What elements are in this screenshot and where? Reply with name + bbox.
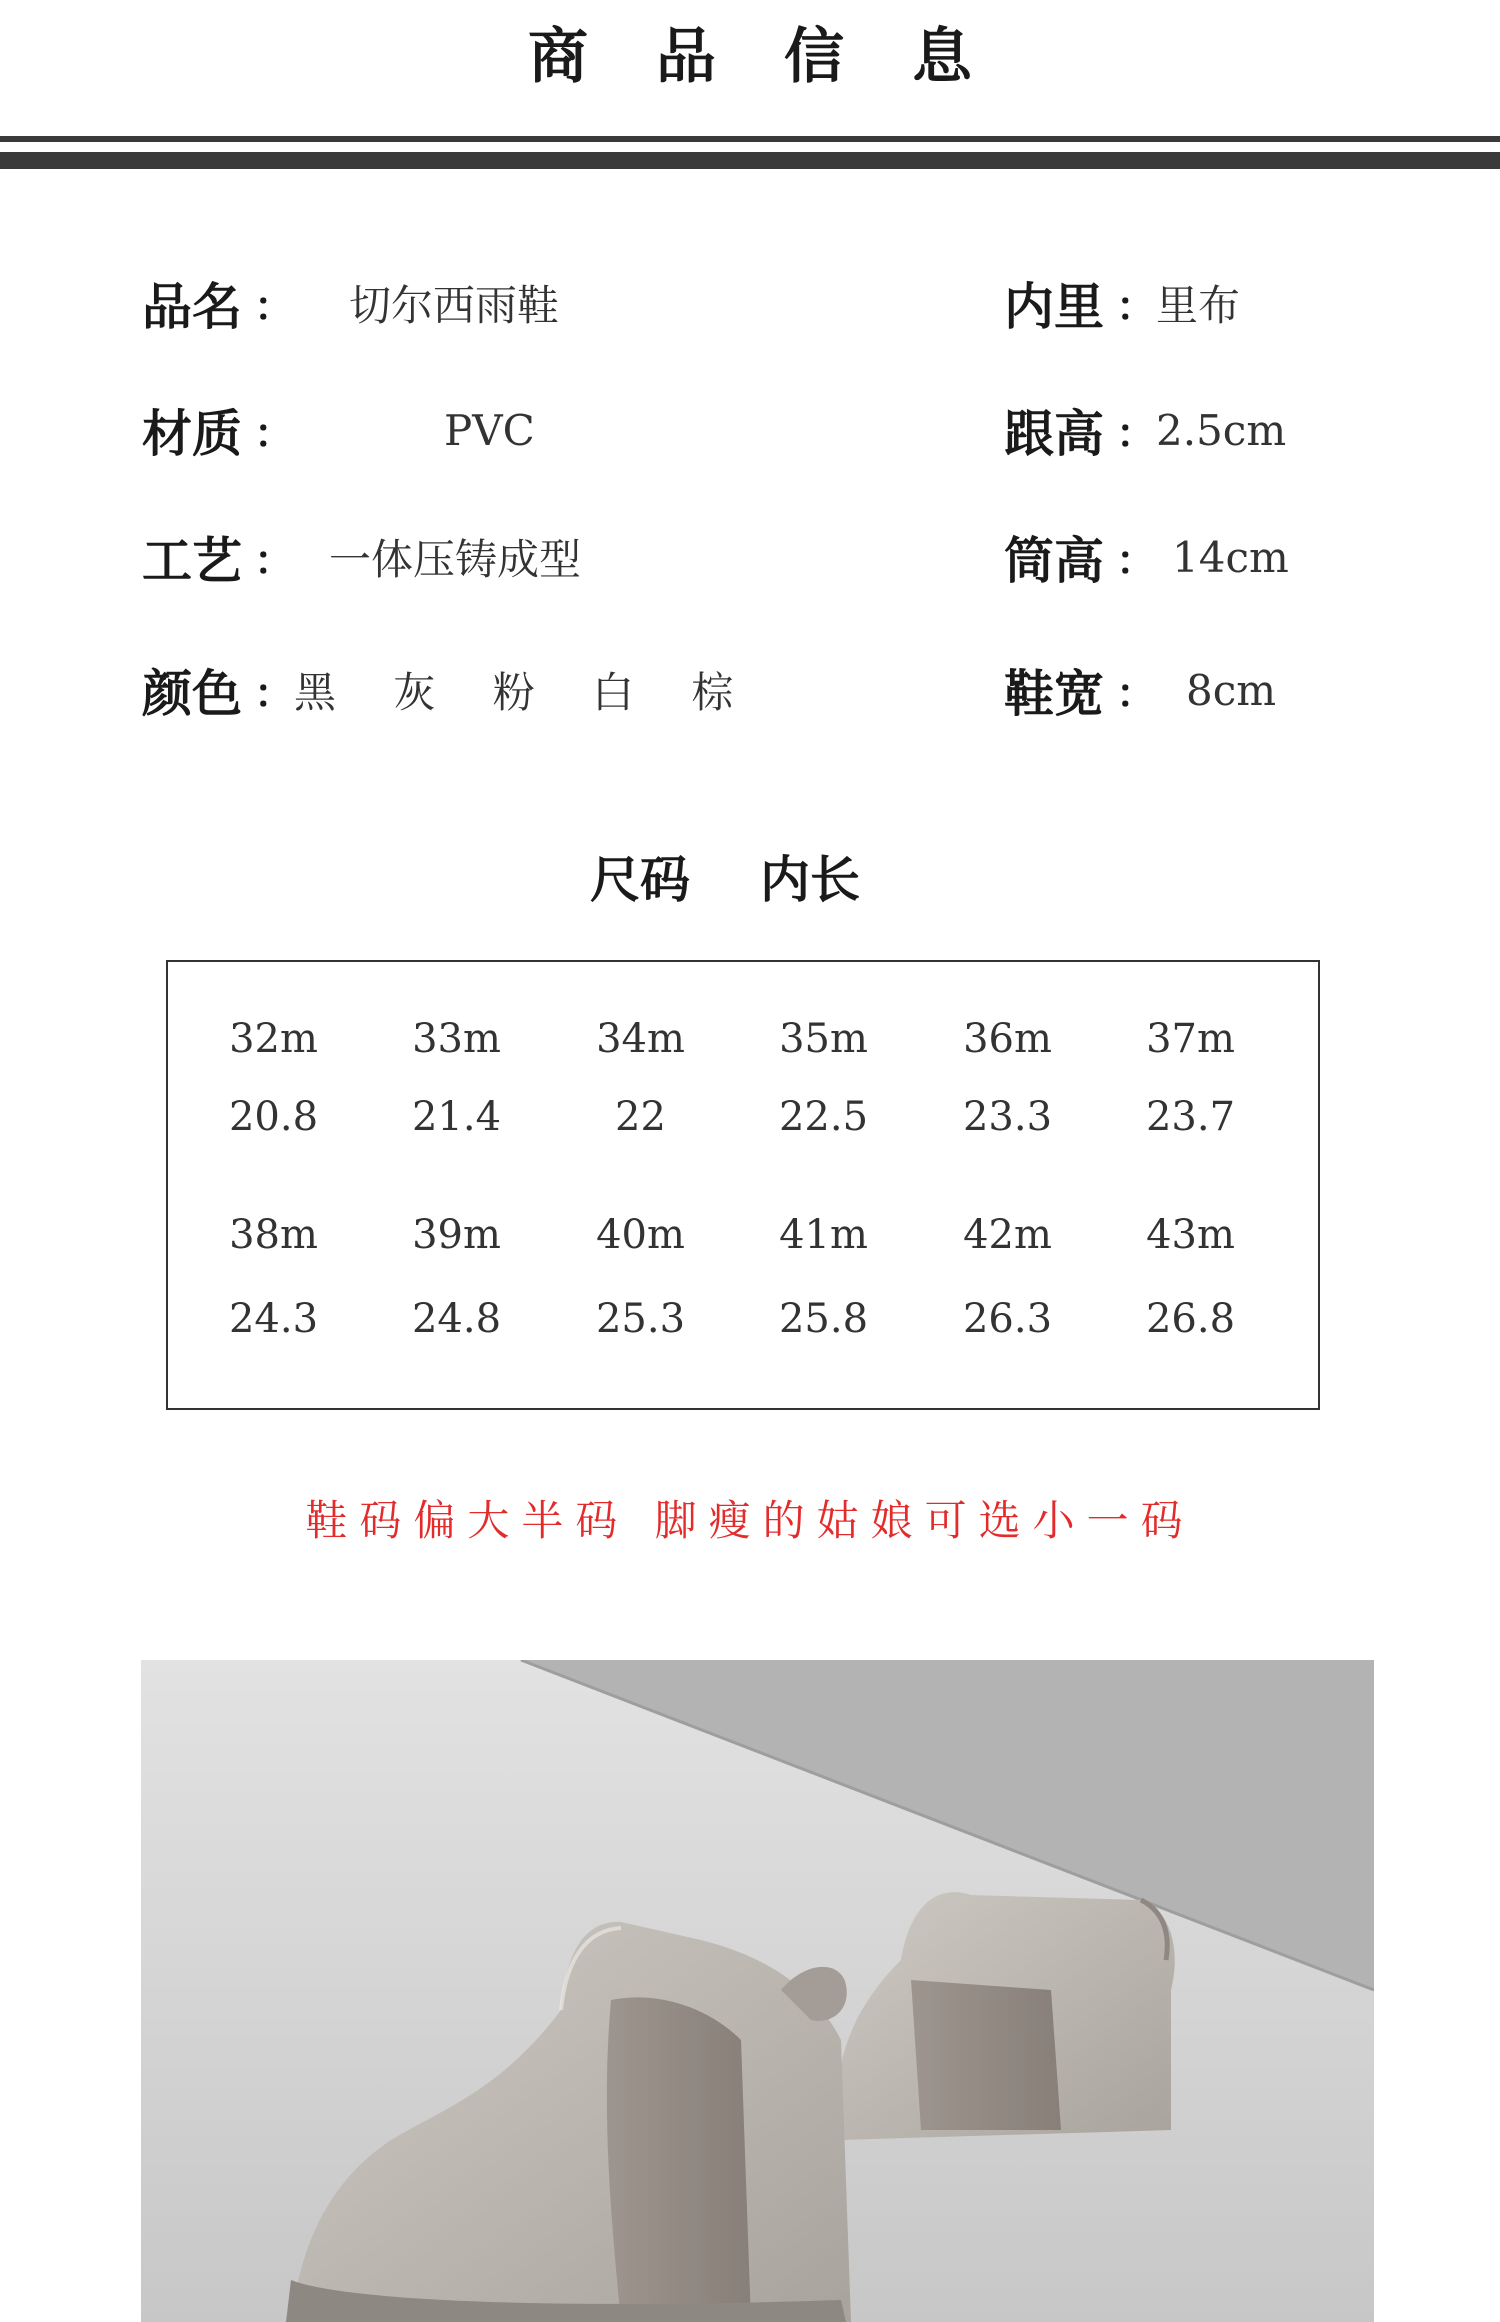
spec-value-shaft: 14cm: [1172, 532, 1289, 582]
length-value: 24.8: [411, 1296, 502, 1342]
spec-row-material: [142, 395, 535, 465]
spec-colon: ：: [1116, 410, 1156, 457]
spec-label-color: 颜色: [142, 665, 242, 723]
spec-colon: ：: [1116, 283, 1156, 330]
page-title: 商品信息: [528, 22, 1040, 92]
length-value: 25.3: [595, 1296, 686, 1342]
spec-label-process: 工艺: [142, 532, 242, 590]
spec-value-lining: 里布: [1156, 281, 1241, 330]
size-label: 35m: [779, 1016, 868, 1062]
size-label: 40m: [596, 1212, 685, 1258]
spec-colon: ：: [254, 410, 294, 457]
size-label: 43m: [1146, 1212, 1235, 1258]
spec-row-width: [1004, 655, 1276, 725]
spec-value-process: 一体压铸成型: [329, 535, 582, 584]
length-value: 24.3: [228, 1296, 319, 1342]
length-value: 26.3: [962, 1296, 1053, 1342]
spec-colon: ：: [254, 670, 294, 717]
spec-label-name: 品名: [142, 278, 242, 336]
spec-label-heel: 跟高: [1004, 405, 1104, 463]
spec-row-heel: [1004, 395, 1286, 465]
size-label: 34m: [596, 1016, 685, 1062]
header-divider-thick: [0, 152, 1500, 169]
spec-row-color: [142, 655, 755, 725]
size-label: 37m: [1146, 1016, 1235, 1062]
length-value: 26.8: [1145, 1296, 1236, 1342]
spec-row-lining: [1004, 268, 1240, 338]
size-label: 39m: [412, 1212, 501, 1258]
spec-label-material: 材质: [142, 405, 242, 463]
spec-label-width: 鞋宽: [1004, 665, 1104, 723]
spec-row-shaft: [1004, 522, 1289, 592]
size-label: 38m: [229, 1212, 318, 1258]
size-advice-note: 鞋码偏大半码 脚瘦的姑娘可选小一码: [305, 1496, 1195, 1545]
spec-colon: ：: [1116, 537, 1156, 584]
size-label: 36m: [963, 1016, 1052, 1062]
spec-row-name: [142, 268, 559, 338]
size-label: 32m: [229, 1016, 318, 1062]
gray-chelsea-rain-boots-photo-icon: [141, 1660, 1374, 2322]
spec-value-color: 黑 灰 粉 白 棕: [294, 668, 756, 717]
length-value: 23.3: [962, 1094, 1053, 1140]
spec-label-shaft: 筒高: [1004, 532, 1104, 590]
spec-label-lining: 内里: [1004, 278, 1104, 336]
header-divider-thin: [0, 136, 1500, 142]
length-value: 25.8: [778, 1296, 869, 1342]
spec-value-width: 8cm: [1186, 665, 1277, 715]
spec-colon: ：: [1116, 670, 1156, 717]
length-value: 22.5: [778, 1094, 869, 1140]
length-value: 20.8: [228, 1094, 319, 1140]
size-heading-length: 内长: [760, 851, 860, 909]
size-label: 42m: [963, 1212, 1052, 1258]
size-chart-heading: [590, 840, 860, 912]
spec-value-material: PVC: [444, 405, 535, 455]
length-value: 23.7: [1145, 1094, 1236, 1140]
spec-colon: ：: [254, 537, 294, 584]
length-value: 22: [615, 1094, 666, 1140]
size-chart-table: [166, 960, 1320, 1410]
spec-row-process: [142, 522, 581, 592]
size-heading-size: 尺码: [590, 851, 690, 909]
spec-value-heel: 2.5cm: [1156, 405, 1287, 455]
spec-value-name: 切尔西雨鞋: [349, 281, 560, 330]
length-value: 21.4: [411, 1094, 502, 1140]
spec-colon: ：: [254, 283, 294, 330]
size-label: 41m: [779, 1212, 868, 1258]
product-photo: [141, 1660, 1374, 2322]
size-label: 33m: [412, 1016, 501, 1062]
